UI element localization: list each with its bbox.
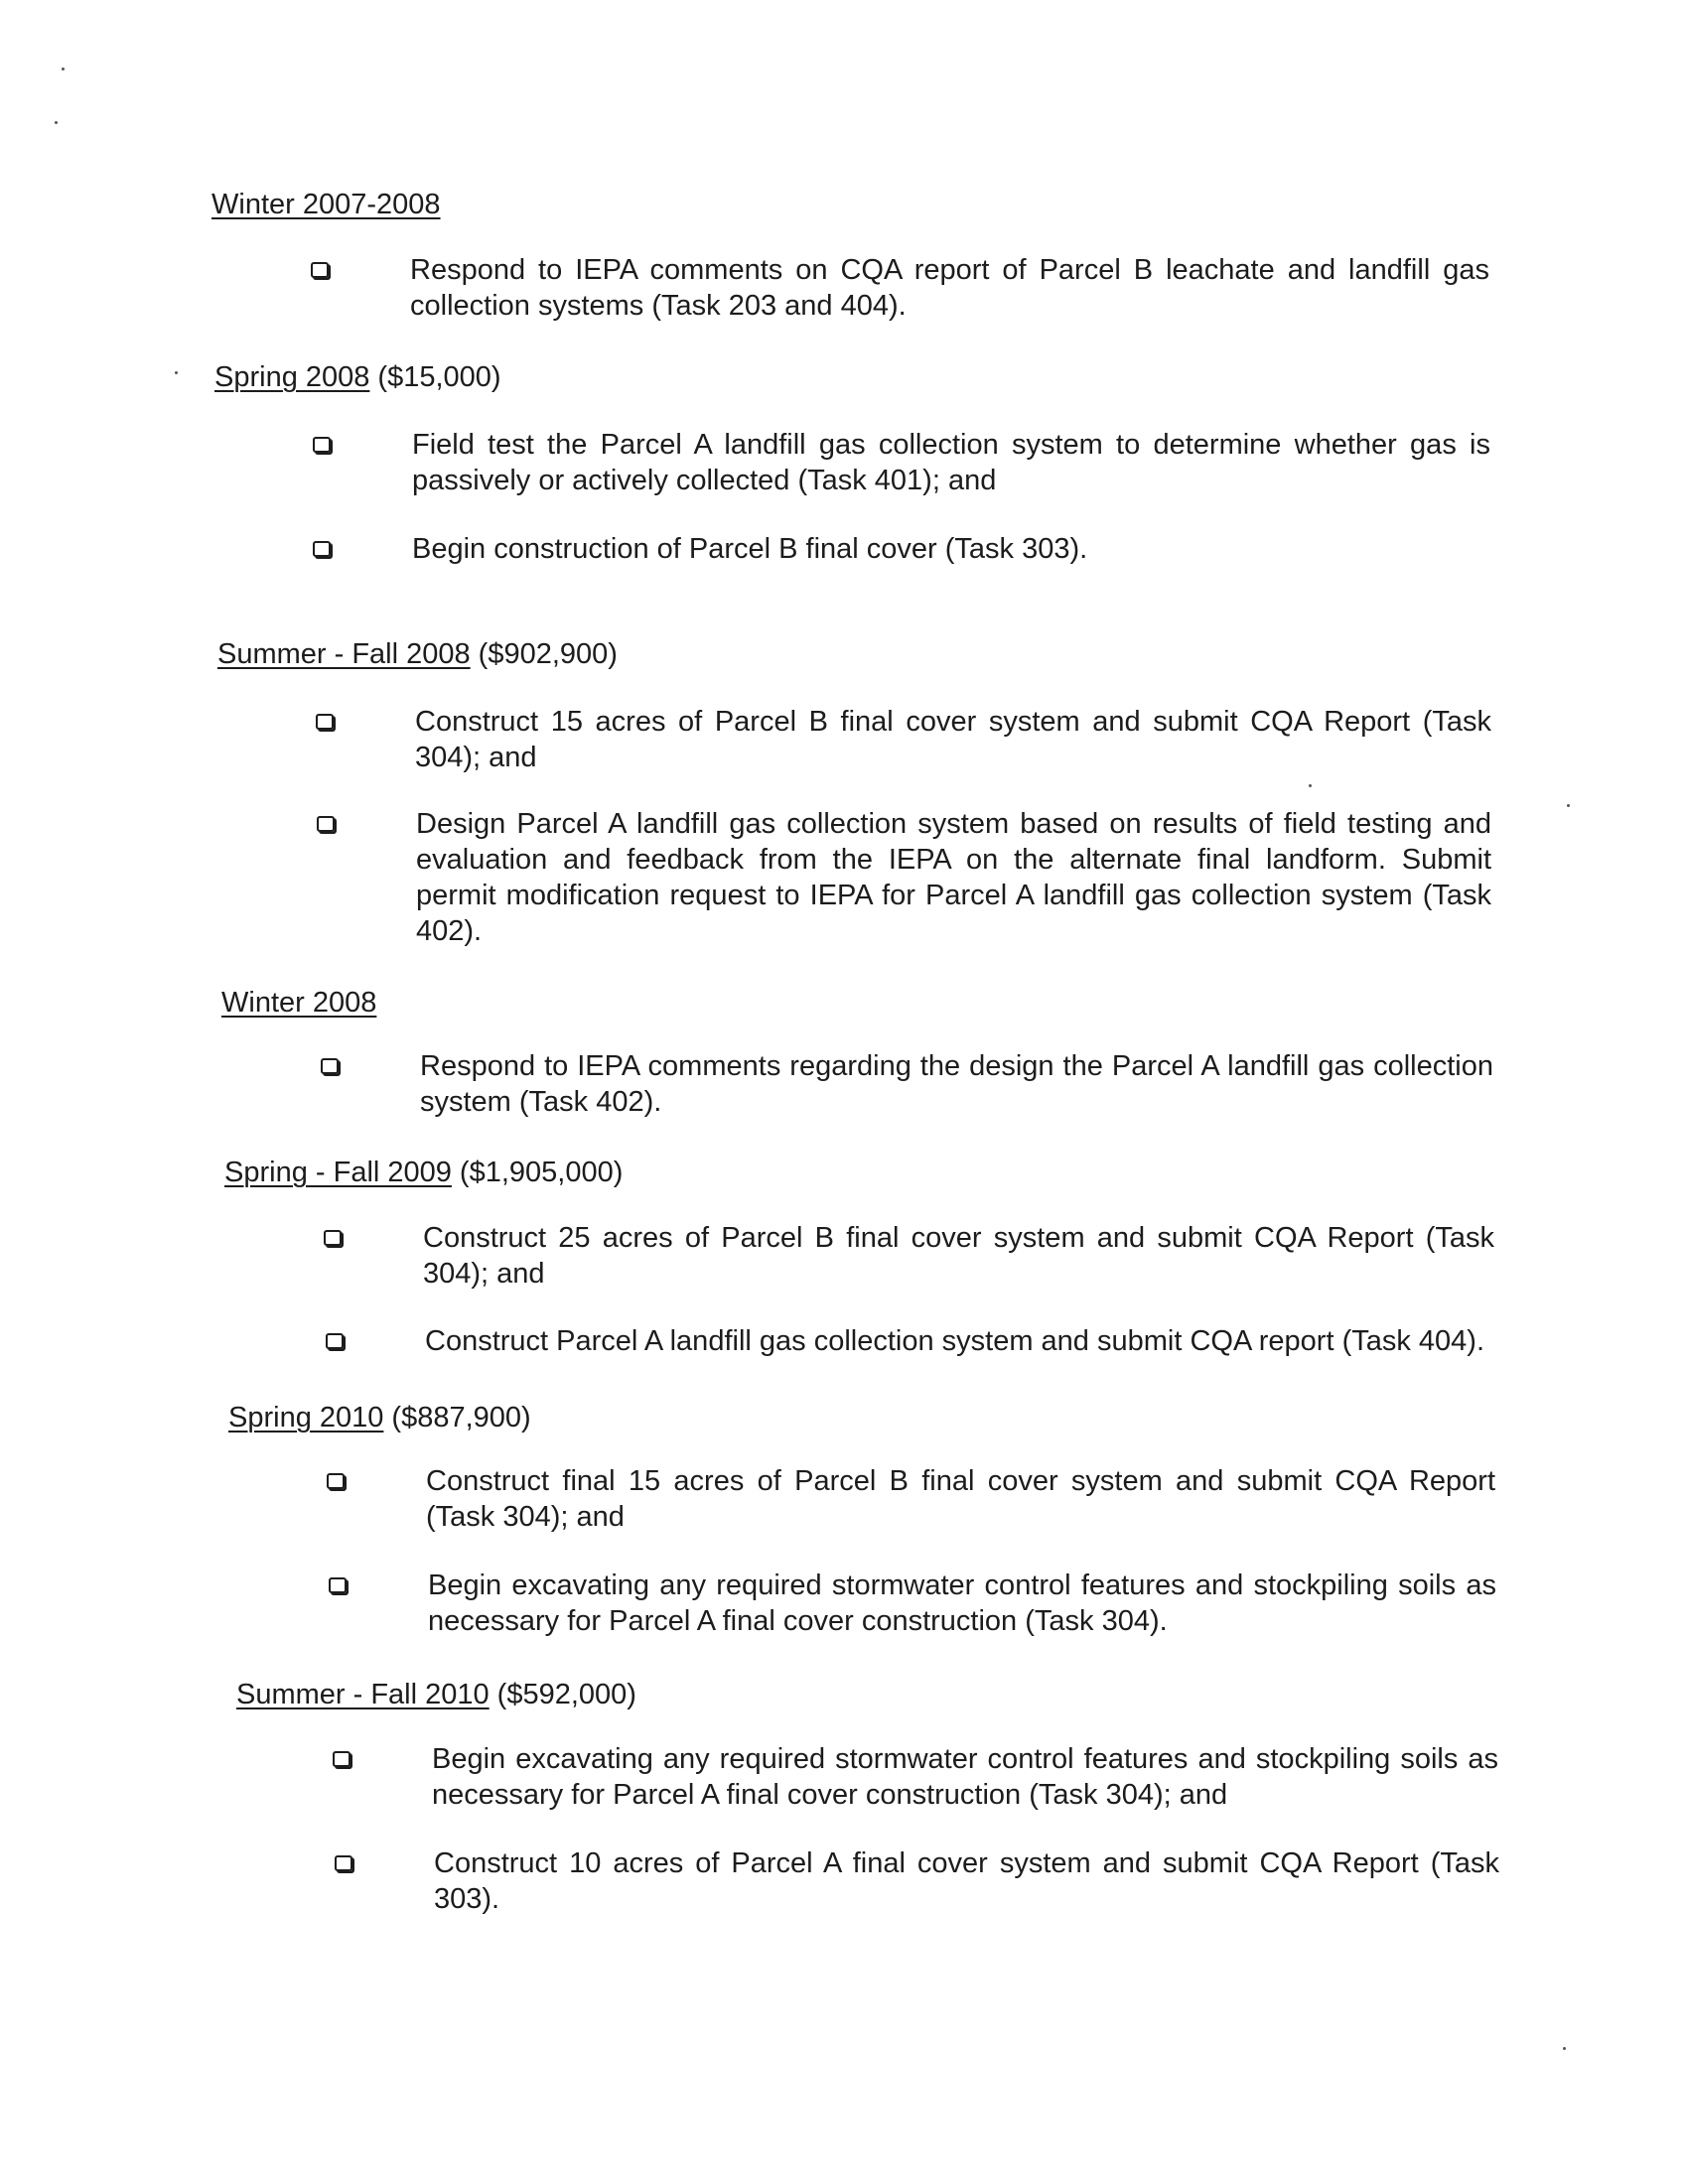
item-text: Construct 25 acres of Parcel B final cover system and submit CQA Report (Task 304); and: [423, 1222, 1494, 1290]
item-text: Begin excavating any required stormwater control features and stockpiling soils as necessary for Parcel A final cover construction (Task 304).: [428, 1570, 1496, 1637]
checkbox-bullet-icon: [324, 1230, 342, 1246]
checkbox-bullet-icon: [326, 1333, 344, 1349]
item-text: Construct final 15 acres of Parcel B final cover system and submit CQA Report (Task 304); and: [426, 1465, 1495, 1533]
section-amount: ($902,900): [478, 638, 618, 670]
list-item: [434, 1845, 1499, 1917]
list-item: [425, 1323, 1502, 1359]
section-heading: [221, 985, 376, 1021]
checkbox-bullet-icon: [321, 1058, 339, 1074]
scan-speck: [175, 371, 178, 374]
item-text: Construct 10 acres of Parcel A final cover system and submit CQA Report (Task 303).: [434, 1847, 1499, 1915]
section-amount: ($592,000): [496, 1679, 636, 1710]
list-item: [420, 1048, 1493, 1120]
section-amount: ($15,000): [377, 361, 501, 393]
section-heading: [217, 636, 618, 672]
scan-speck: [55, 121, 58, 124]
section-title: Summer - Fall 2010: [236, 1679, 490, 1710]
checkbox-bullet-icon: [317, 816, 335, 832]
item-text: Begin excavating any required stormwater control features and stockpiling soils as necessary for Parcel A final cover construction (Task 304); and: [432, 1743, 1498, 1811]
section-title: Winter 2008: [221, 987, 377, 1019]
section-title: Spring 2010: [228, 1402, 384, 1433]
checkbox-bullet-icon: [329, 1577, 347, 1593]
item-text: Begin construction of Parcel B final cover (Task 303).: [412, 533, 1088, 565]
checkbox-bullet-icon: [335, 1855, 352, 1871]
section-heading: [228, 1400, 531, 1435]
list-item: [426, 1463, 1495, 1535]
checkbox-bullet-icon: [316, 714, 334, 730]
checkbox-bullet-icon: [333, 1751, 351, 1767]
scan-speck: [1309, 784, 1312, 787]
scan-speck: [1567, 804, 1570, 807]
list-item: [432, 1741, 1498, 1813]
list-item: [412, 531, 1490, 567]
section-heading: [236, 1677, 636, 1712]
section-amount: ($887,900): [391, 1402, 531, 1433]
item-text: Field test the Parcel A landfill gas collection system to determine whether gas is passively or actively collected (Task 401); and: [412, 429, 1490, 496]
list-item: [410, 252, 1489, 324]
list-item: [416, 806, 1491, 949]
item-text: Respond to IEPA comments on CQA report of Parcel B leachate and landfill gas collection systems (Task 203 and 404).: [410, 254, 1489, 322]
section-title: Winter 2007-2008: [211, 189, 441, 220]
section-heading: [214, 359, 501, 395]
section-title: Spring - Fall 2009: [224, 1157, 452, 1188]
section-heading: [224, 1155, 623, 1190]
list-item: [428, 1568, 1496, 1639]
list-item: [412, 427, 1490, 498]
item-text: Construct Parcel A landfill gas collection system and submit CQA report (Task 404).: [425, 1325, 1485, 1357]
item-text: Respond to IEPA comments regarding the design the Parcel A landfill gas collection system (Task 402).: [420, 1050, 1493, 1118]
section-title: Summer - Fall 2008: [217, 638, 471, 670]
checkbox-bullet-icon: [327, 1473, 345, 1489]
scan-speck: [1563, 2047, 1566, 2050]
item-text: Design Parcel A landfill gas collection system based on results of field testing and evaluation and feedback from the IEPA on the alternate final landform. Submit permit modification request to IEPA for Parcel A landfill gas collection system (Task 402).: [416, 808, 1491, 947]
list-item: [415, 704, 1491, 775]
section-title: Spring 2008: [214, 361, 370, 393]
checkbox-bullet-icon: [313, 437, 331, 453]
list-item: [423, 1220, 1494, 1292]
section-heading: [211, 187, 441, 222]
checkbox-bullet-icon: [311, 262, 329, 278]
section-amount: ($1,905,000): [459, 1157, 624, 1188]
checkbox-bullet-icon: [313, 541, 331, 557]
item-text: Construct 15 acres of Parcel B final cover system and submit CQA Report (Task 304); and: [415, 706, 1491, 773]
scan-speck: [62, 68, 65, 70]
